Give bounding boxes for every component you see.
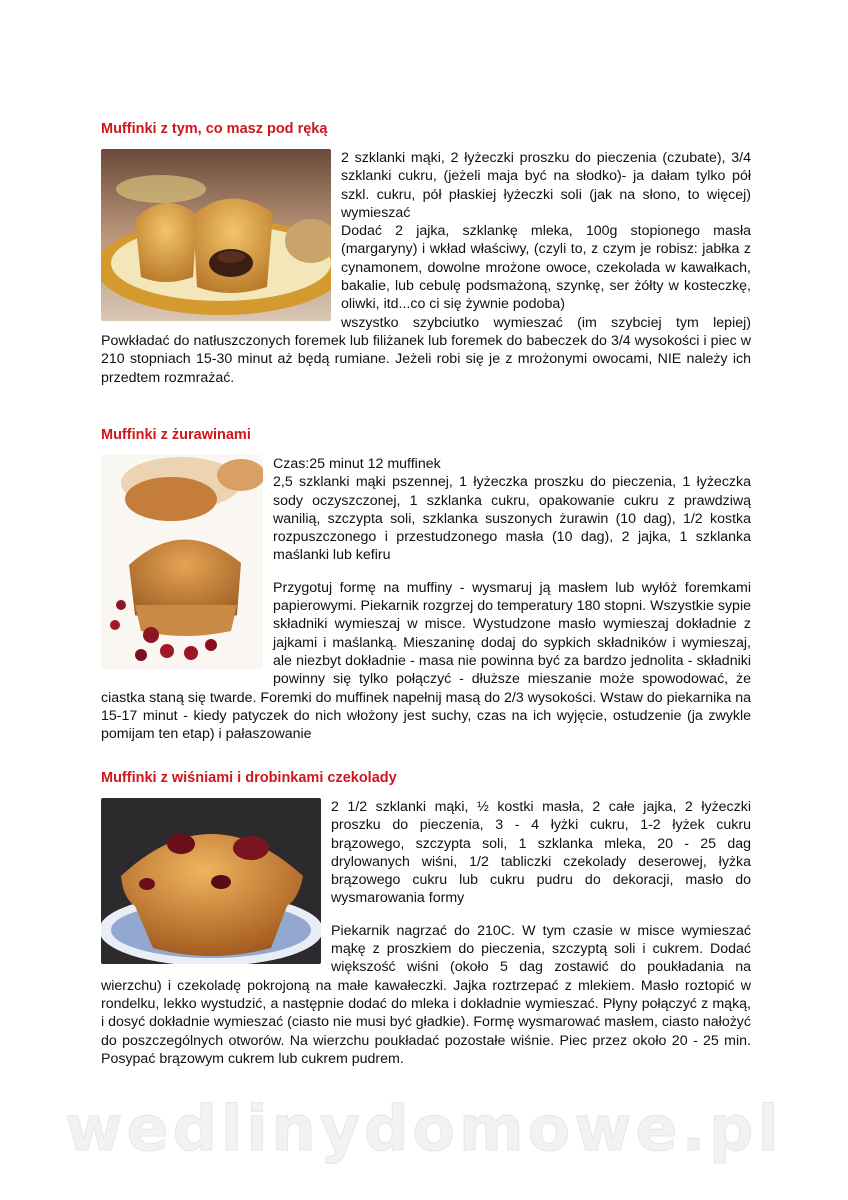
recipe-title: Muffinki z tym, co masz pod ręką — [101, 121, 328, 137]
recipe-title: Muffinki z wiśniami i drobinkami czekolady — [101, 770, 397, 786]
muffin-photo-3 — [101, 798, 321, 964]
instructions-paragraph: Piekarnik nagrzać do 210C. W tym czasie w misce wymieszać mąkę z proszkiem do pieczenia, szczyptą soli i cukrem. Dodać większość wiśni (około 5 dag zostawić do poukładania na wierzchu) i czekoladę pokrojoną na małe kawałeczki. Jajka roztrzepać z mlekiem. Masło roztopić w rondelku, lekko wystudzić, a następnie dodać do mleka i dokładnie wymieszać. Płyny połączyć z mąką, i dosyć dokładnie wymieszać (ciasto nie musi być gładkie). Formę wysmarować masłem, ciasto nałożyć do poszczególnych otworów. Na wierzchu poukładać pozostałe wiśnie. Piec przez około 20 - 25 min. Posypać brązowym cukrem lub cukrem pudrem. — [101, 922, 751, 1067]
ingredients-paragraph: 2 1/2 szklanki mąki, ½ kostki masła, 2 całe jajka, 2 łyżeczki proszku do pieczenia, 3 - 4 łyżki cukru, 1-2 łyżek cukru brązowego, szczypta soli, 1 szklanka mleka, 20 - 25 dag drylowanych wiśni, 1/2 tabliczki czekolady deserowej, łyżka brązowego cukru lub cukru pudru do dekoracji, masło do wysmarowania formy — [331, 799, 751, 907]
time-yield: Czas:25 minut 12 muffinek — [273, 456, 441, 472]
instructions-paragraph: Przygotuj formę na muffiny - wysmaruj ją masłem lub wyłóż foremkami papierowymi. Piekarnik rozgrzej do temperatury 180 stopni. Wszystkie sypie składniki wymieszaj w misce. Wystudzone masło wymieszaj dokładnie z jajkami i maślanką. Mieszaninę dodaj do sypkich składników i wymieszaj, ale niezbyt dokładnie - masa nie powinna być za bardzo jednolita - składniki powinny się tylko połączyć - dłuższe mieszanie może spowodować, że ciastka staną się twarde. Foremki do muffinek napełnij masą do 2/3 wysokości. Wstaw do piekarnika na 15-17 minut - kiedy patyczek do nich włożony jest suchy, czas na ich wyjęcie, ostudzenie (ja zwykle pomijam ten etap) i pałaszowanie — [101, 579, 751, 743]
ingredients-paragraph: Dodać 2 jajka, szklankę mleka, 100g stopionego masła (margaryny) i wkład właściwy, (czyli to, z czym je robisz: jabłka z cynamonem, dowolne mrożone owoce, czekolada w kawałkach, bakalie, lub cebulę podsmażoną, szynkę, ser żółty w kosteczkę, oliwki, itd...co ci się żywnie podoba) — [341, 223, 751, 313]
ingredients-paragraph: 2,5 szklanki mąki pszennej, 1 łyżeczka proszku do pieczenia, 1 łyżeczka sody oczyszczonej, 1 szklanka cukru, opakowanie cukru z prawdziwą wanilią, szczypta soli, szklanka suszonych żurawin (10 dag), 1/2 kostka rozpuszczonego i przestudzonego masła (10 dag), 2 jajka, 1 szklanka maślanki lub kefiru — [273, 474, 751, 564]
instructions-paragraph: wszystko szybciutko wymieszać (im szybciej tym lepiej) Powkładać do natłuszczonych foremek lub filiżanek lub foremek do babeczek do 3/4 wysokości i piec w 210 stopniach 15-30 minut aż będą rumiane. Jeżeli robi się je z mrożonymi owocami, NIE należy ich przedtem rozmrażać. — [101, 314, 751, 386]
recipe-section-1 — [101, 120, 751, 387]
watermark-text: wedlinydomowe.pl — [65, 1092, 783, 1165]
recipe-section-3 — [101, 769, 751, 1068]
muffin-photo-2 — [101, 455, 263, 669]
recipe-section-2 — [101, 426, 751, 743]
recipe-title: Muffinki z żurawinami — [101, 427, 251, 443]
ingredients-paragraph: 2 szklanki mąki, 2 łyżeczki proszku do pieczenia (czubate), 3/4 szklanki cukru, (jeżeli maja być na słodko)- ja dałam tylko pół szkl. cukru, pół płaskiej łyżeczki soli (jak na słono, to więcej) wymieszać — [341, 150, 751, 221]
muffin-photo-1 — [101, 149, 331, 321]
